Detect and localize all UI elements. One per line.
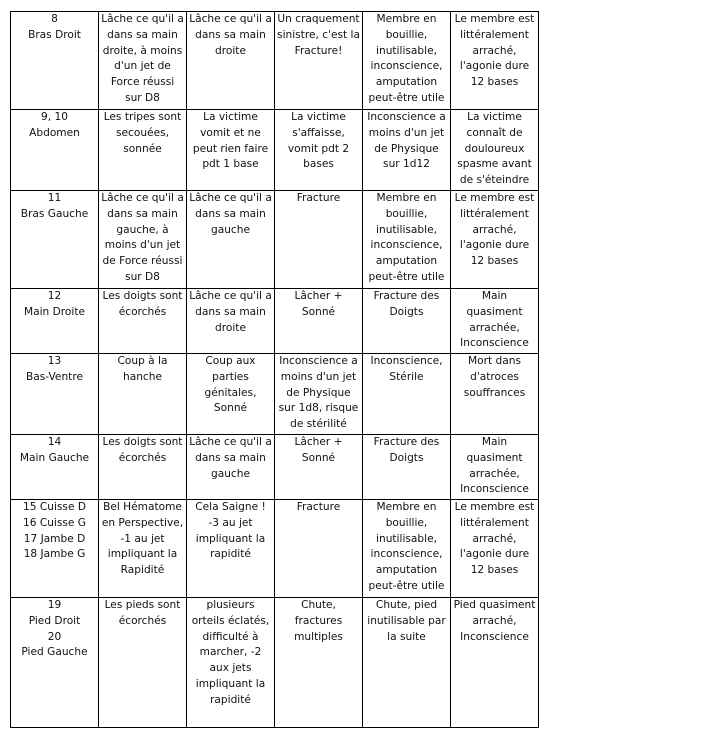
table-row	[11, 500, 539, 598]
table-cell: La victime vomit et ne peut rien faire pdt 1 base	[187, 110, 275, 191]
table-row	[11, 354, 539, 435]
table-cell: Main quasiment arrachée, Inconscience	[451, 289, 539, 354]
table-cell: Inconscience, Stérile	[363, 354, 451, 435]
table-row	[11, 110, 539, 191]
table-row	[11, 598, 539, 728]
table-cell: Inconscience a moins d'un jet de Physique sur 1d12	[363, 110, 451, 191]
table-cell: Chute, fractures multiples	[275, 598, 363, 728]
table-cell: Inconscience a moins d'un jet de Physique sur 1d8, risque de stérilité	[275, 354, 363, 435]
table-cell: Le membre est littéralement arraché, l'agonie dure 12 bases	[451, 191, 539, 289]
table-cell: Les pieds sont écorchés	[99, 598, 187, 728]
table-cell: Les doigts sont écorchés	[99, 435, 187, 500]
table-cell: Fracture	[275, 500, 363, 598]
table-row	[11, 435, 539, 500]
table-cell: Le membre est littéralement arraché, l'agonie dure 12 bases	[451, 12, 539, 110]
table-cell: Fracture des Doigts	[363, 435, 451, 500]
table-cell: Cela Saigne ! -3 au jet impliquant la rapidité	[187, 500, 275, 598]
location-cell: 8 Bras Droit	[11, 12, 99, 110]
table-cell: Les tripes sont secouées, sonnée	[99, 110, 187, 191]
location-cell: 15 Cuisse D 16 Cuisse G 17 Jambe D 18 Jambe G	[11, 500, 99, 598]
table-cell: plusieurs orteils éclatés, difficulté à marcher, -2 aux jets impliquant la rapidité	[187, 598, 275, 728]
table-cell: La victime connaît de douloureux spasme avant de s'éteindre	[451, 110, 539, 191]
location-cell: 9, 10 Abdomen	[11, 110, 99, 191]
table-cell: Fracture des Doigts	[363, 289, 451, 354]
table-cell: Le membre est littéralement arraché, l'agonie dure 12 bases	[451, 500, 539, 598]
injury-table	[10, 11, 539, 728]
location-cell: 12 Main Droite	[11, 289, 99, 354]
table-cell: Pied quasiment arraché, Inconscience	[451, 598, 539, 728]
table-cell: Les doigts sont écorchés	[99, 289, 187, 354]
table-cell: Mort dans d'atroces souffrances	[451, 354, 539, 435]
table-row	[11, 191, 539, 289]
table-cell: Lâche ce qu'il a dans sa main gauche	[187, 435, 275, 500]
table-cell: La victime s'affaisse, vomit pdt 2 bases	[275, 110, 363, 191]
location-cell: 14 Main Gauche	[11, 435, 99, 500]
table-cell: Membre en bouillie, inutilisable, inconscience, amputation peut-être utile	[363, 191, 451, 289]
location-cell: 19 Pied Droit 20 Pied Gauche	[11, 598, 99, 728]
location-cell: 13 Bas-Ventre	[11, 354, 99, 435]
table-row	[11, 289, 539, 354]
table-cell: Membre en bouillie, inutilisable, inconscience, amputation peut-être utile	[363, 12, 451, 110]
table-cell: Fracture	[275, 191, 363, 289]
table-cell: Coup à la hanche	[99, 354, 187, 435]
table-cell: Main quasiment arrachée, Inconscience	[451, 435, 539, 500]
table-cell: Lâche ce qu'il a dans sa main gauche, à moins d'un jet de Force réussi sur D8	[99, 191, 187, 289]
table-cell: Lâche ce qu'il a dans sa main droite	[187, 289, 275, 354]
table-row	[11, 12, 539, 110]
table-cell: Un craquement sinistre, c'est la Fracture!	[275, 12, 363, 110]
table-cell: Bel Hématome en Perspective, -1 au jet impliquant la Rapidité	[99, 500, 187, 598]
table-cell: Membre en bouillie, inutilisable, inconscience, amputation peut-être utile	[363, 500, 451, 598]
table-cell: Lâcher + Sonné	[275, 435, 363, 500]
table-cell: Lâche ce qu'il a dans sa main droite	[187, 12, 275, 110]
table-cell: Chute, pied inutilisable par la suite	[363, 598, 451, 728]
location-cell: 11 Bras Gauche	[11, 191, 99, 289]
table-cell: Lâche ce qu'il a dans sa main droite, à moins d'un jet de Force réussi sur D8	[99, 12, 187, 110]
table-cell: Lâche ce qu'il a dans sa main gauche	[187, 191, 275, 289]
table-cell: Lâcher + Sonné	[275, 289, 363, 354]
table-cell: Coup aux parties génitales, Sonné	[187, 354, 275, 435]
